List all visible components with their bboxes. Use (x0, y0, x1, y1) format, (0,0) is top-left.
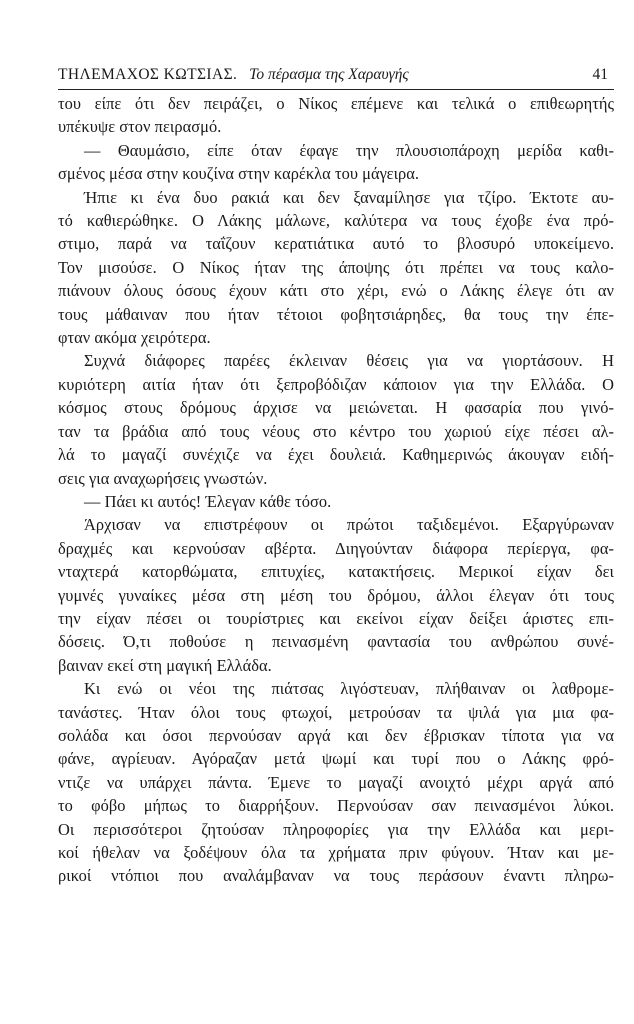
paragraph (58, 186, 614, 350)
text-line: τους μάθαιναν που ήταν τέτοιοι φοβητσιάρηδες, θα τους την έπε- (58, 304, 614, 324)
page-number: 41 (592, 66, 608, 83)
text-line: το φόβο μήπως το διαρρήξουν. Περνούσαν σαν πεινασμένοι λύκοι. (58, 796, 614, 816)
text-line: σολάδα και όσοι περνούσαν αργά και δεν έβρισκαν τίποτα για να (58, 725, 614, 745)
text-line: κυριότερη αιτία ήταν ότι ξεπροβόδιζαν κάποιον για την Ελλάδα. Ο (58, 374, 614, 394)
text-line: Οι περισσότεροι ζητούσαν πληροφορίες για την Ελλάδα και μερι- (58, 819, 614, 839)
paragraph (58, 139, 614, 186)
text-line: πιάνουν όλους όσους έχουν κάτι στο χέρι, ενώ ο Λάκης έλεγε ότι αν (58, 281, 614, 301)
paragraph (58, 490, 614, 513)
text-line: φάνε, αγρίευαν. Αγόραζαν μετά ψωμί και τυρί που ο Λάκης φρό- (58, 749, 614, 769)
text-line: Κι ενώ οι νέοι της πιάτσας λιγόστευαν, πλήθαιναν οι λαθρομε- (84, 679, 614, 699)
running-head (58, 62, 614, 88)
text-line: — Πάει κι αυτός! Έλεγαν κάθε τόσο. (84, 491, 332, 511)
text-line: Συχνά διάφορες παρέες έκλειναν θέσεις για να γιορτάσουν. Η (84, 351, 614, 371)
running-head-author: ΤΗΛΕΜΑΧΟΣ ΚΩΤΣΙΑΣ. (58, 66, 238, 83)
text-line: λά το μαγαζί συνέχιζε να έχει δουλειά. Καθημερινώς άκουγαν ειδή- (58, 445, 614, 465)
text-line: βαιναν εκεί στη μαγική Ελλάδα. (58, 655, 272, 675)
paragraph (58, 349, 614, 489)
text-line: ντιζε να υπάρχει πάντα. Έμενε το μαγαζί ανοιχτό μέχρι αργά από (58, 772, 614, 792)
paragraph (58, 677, 614, 888)
text-line: φταν ακόμα χειρότερα. (58, 328, 211, 348)
text-line: την είχαν πέσει οι τουρίστριες και εκείνοι είχαν δείξει άριστες επι- (58, 608, 614, 628)
text-line: τανάστες. Ήταν όλοι τους φτωχοί, μετρούσαν τα ψιλά για μια φα- (58, 702, 614, 722)
text-line: — Θαυμάσιο, είπε όταν έφαγε την πλουσιοπάροχη μερίδα καθι- (84, 140, 614, 160)
text-line: στιμο, παρά να ταΐζουν κερατιάτικα αυτό το βλοσυρό υποκείμενο. (58, 234, 614, 254)
text-line: κόσμος στους δρόμους άρχισε να μειώνεται. Η φασαρία που γινό- (58, 398, 614, 418)
text-line: ρικοί ντόπιοι που αναλάμβαναν να τους περάσουν έναντι πληρω- (58, 866, 614, 886)
header-rule (58, 89, 614, 90)
text-line: δόσεις. Ό,τι ποθούσε η πεινασμένη φαντασία του ανθρώπου συνέ- (58, 632, 614, 652)
text-line: γυμνές γυναίκες μέσα στη μέση του δρόμου, άλλοι έλεγαν ότι τους (58, 585, 614, 605)
text-line: ταν τα βράδια από τους νέους στο κέντρο του χωριού είχε πέσει αλ- (58, 421, 614, 441)
text-line: τό καθιερώθηκε. Ο Λάκης μάλωνε, καλύτερα να τους έχοβε ένα πρό- (58, 211, 614, 231)
text-line: δραχμές και κερνούσαν αβέρτα. Διηγούνταν διάφορα περίεργα, φα- (58, 538, 614, 558)
text-line: υπέκυψε στον πειρασμό. (58, 117, 222, 137)
paragraph (58, 513, 614, 677)
book-page (58, 62, 614, 888)
body-text (58, 92, 614, 888)
text-line: του είπε ότι δεν πειράζει, ο Νίκος επέμενε και τελικά ο επιθεωρητής (58, 94, 614, 113)
running-head-title: Το πέρασμα της Χαραυγής (249, 66, 409, 83)
text-line: κοί ήθελαν να ξοδέψουν όλα τα χρήματα πριν φύγουν. Ήταν και με- (58, 843, 614, 862)
text-line: Τον μισούσε. Ο Νίκος ήταν της άποψης ότι πρέπει να τους καλο- (58, 257, 614, 277)
paragraph (58, 92, 614, 139)
text-line: νταχτερά κατορθώματα, επιτυχίες, κατακτήσεις. Μερικοί είχαν δει (58, 562, 614, 582)
text-line: Άρχισαν να επιστρέφουν οι πρώτοι ταξιδεμένοι. Εξαργύρωναν (84, 515, 614, 535)
text-line: Ήπιε κι ένα δυο ρακιά και δεν ξαναμίλησε για τζίρο. Έκτοτε αυ- (84, 187, 614, 207)
text-line: σμένος μέσα στην κουζίνα στην καρέκλα του μάγειρα. (58, 164, 420, 184)
text-line: σεις για αναχωρήσεις γνωστών. (58, 468, 268, 488)
